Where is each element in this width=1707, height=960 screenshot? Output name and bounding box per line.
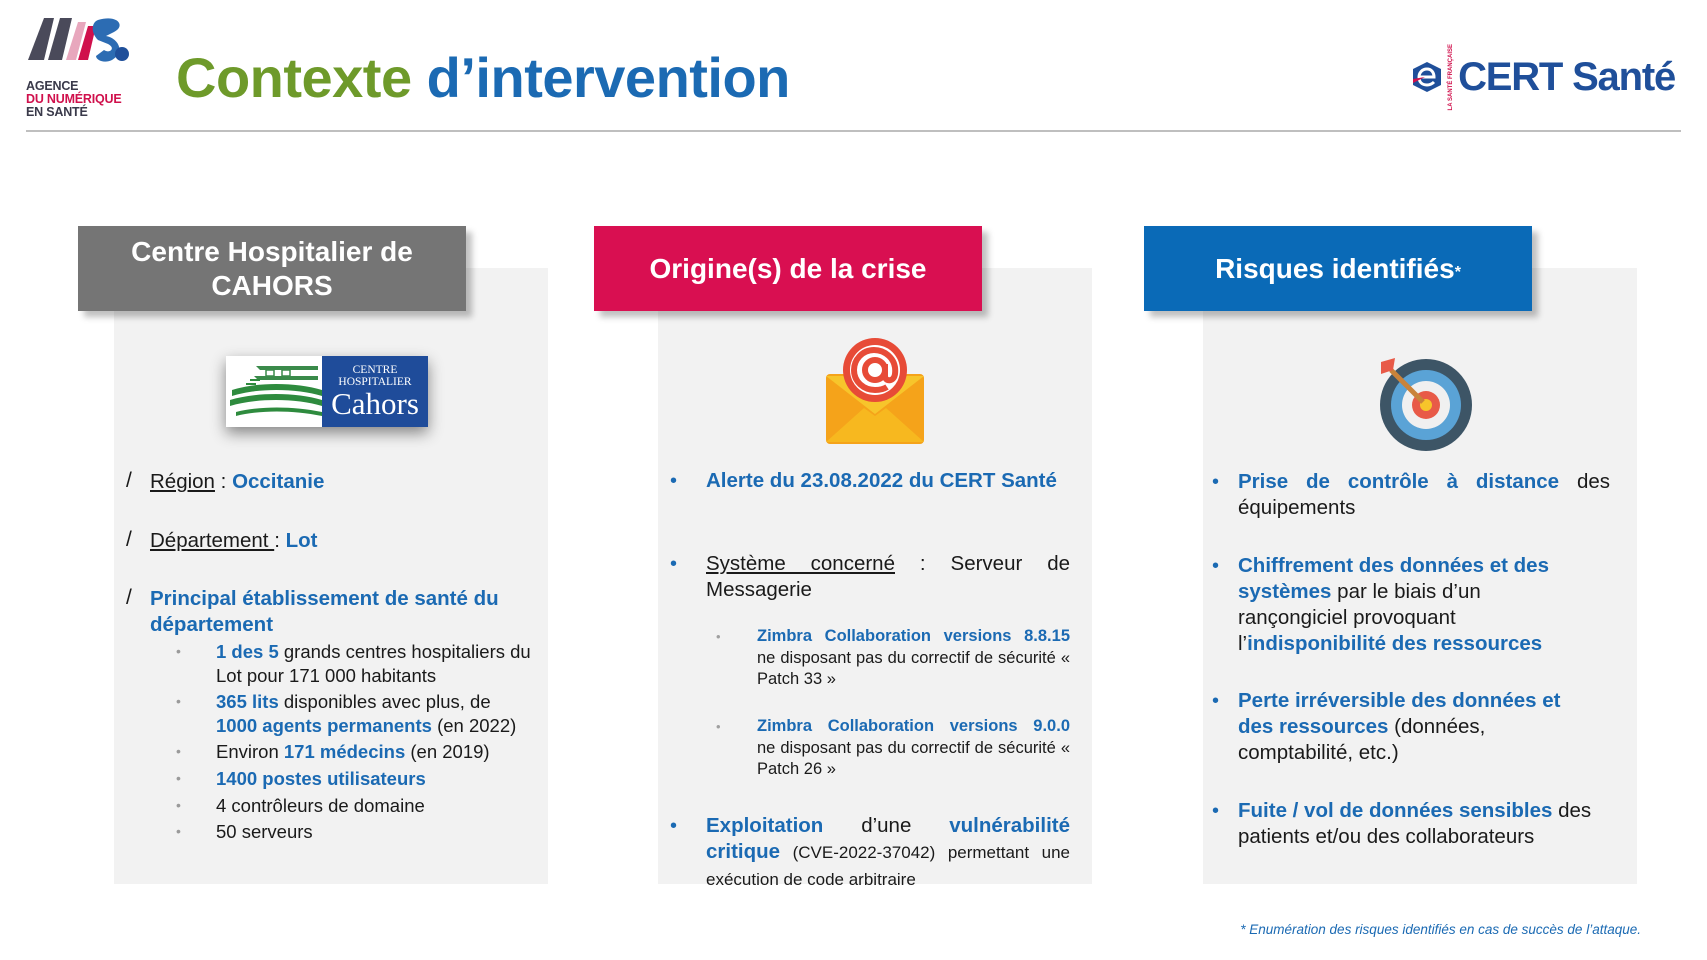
risk-bold: Fuite / vol de données sensibles <box>1238 799 1553 822</box>
panel-crisis-heading: Origine(s) de la crise <box>594 226 982 311</box>
department-sep: : <box>274 529 286 552</box>
cert-logo-text: CERT Santé <box>1458 54 1675 99</box>
fact-text: 4 contrôleurs de domaine <box>216 794 425 816</box>
system-bullet: • Système concerné : Serveur de Messagerie <box>670 552 1071 601</box>
risk-item: • Prise de contrôle à distance des équipements <box>1212 470 1611 519</box>
system-label: Système concerné <box>706 552 895 575</box>
email-at-icon <box>824 336 926 448</box>
region-label: Région <box>150 470 215 493</box>
main-establishment-line-2: département <box>150 613 274 636</box>
list-item: • 365 lits disponibles avec plus, de 1000 agents permanents (en 2022) <box>176 691 517 736</box>
department-label: Département <box>150 529 275 552</box>
alert-bullet: • Alerte du 23.08.2022 du CERT Santé <box>670 468 1070 494</box>
cert-e-icon <box>1410 59 1444 95</box>
risk-text: par le biais d’un rançongiciel provoquant l’ <box>1238 580 1481 655</box>
ans-logo-icon <box>26 14 130 64</box>
panel-risks-heading <box>1144 226 1532 311</box>
list-item: • 50 serveurs <box>176 821 313 843</box>
risk-text: des patients et/ou des collaborateurs <box>1238 799 1592 848</box>
page-title-part-1: Contexte <box>176 46 412 109</box>
fact-bold: 171 médecins <box>283 741 406 763</box>
exploit-bold-1: Exploitation <box>706 814 824 837</box>
panel-hospital-heading: Centre Hospitalier de CAHORS <box>78 226 466 311</box>
fact-text: 50 serveurs <box>216 821 313 843</box>
zimbra-8-text: ne disposant pas du correctif de sécurité « Patch 33 » <box>757 648 1070 688</box>
ans-logo-line-2: DU NUMÉRIQUE <box>26 92 122 106</box>
fact-bold: 1400 postes utilisateurs <box>216 767 426 789</box>
list-item: • 4 contrôleurs de domaine <box>176 794 425 816</box>
hospital-facts-list <box>176 640 536 844</box>
cahors-logo-name: Cahors <box>331 386 419 421</box>
department-value: Lot <box>285 529 318 552</box>
list-item: • 1400 postes utilisateurs <box>176 767 426 789</box>
zimbra-9-text: ne disposant pas du correctif de sécurité « Patch 26 » <box>757 738 1070 778</box>
slash-marker: / <box>126 469 132 492</box>
page-title-part-2: d’intervention <box>426 46 790 109</box>
fact-text: (en 2019) <box>405 741 490 763</box>
risk-bold: Perte irréversible des données et des ressources <box>1238 689 1561 738</box>
zimbra-9-sub-bullet: • Zimbra Collaboration versions 9.0.0 ne disposant pas du correctif de sécurité « Patch 26 » <box>716 717 1070 778</box>
risk-text: (données, comptabilité, etc.) <box>1238 715 1486 764</box>
cert-sante-logo <box>1410 44 1675 110</box>
ans-logo-line-1: AGENCE <box>26 79 79 93</box>
header-divider <box>26 130 1681 132</box>
zimbra-8-version: Zimbra Collaboration versions 8.8.15 <box>757 627 1070 645</box>
risks-heading-text: Risques identifiés <box>1215 252 1455 284</box>
target-dart-icon <box>1373 352 1473 452</box>
list-item: • Environ 171 médecins (en 2019) <box>176 741 490 763</box>
fact-bold: 365 lits <box>216 691 279 713</box>
risk-item: • Chiffrement des données et des systèmes par le biais d’un rançongiciel provoquant l’indisponibilité des ressources <box>1212 554 1549 655</box>
cahors-logo-line-2: HOSPITALIER <box>338 376 412 388</box>
cahors-logo-text-block <box>322 356 428 427</box>
zimbra-8-sub-bullet: • Zimbra Collaboration versions 8.8.15 ne disposant pas du correctif de sécurité « Patch 33 » <box>716 627 1070 688</box>
fact-bold-2: 1000 agents permanents <box>216 714 432 736</box>
fact-text-2: (en 2022) <box>431 714 517 736</box>
exploitation-bullet: • Exploitation d’une vulnérabilité critique (CVE-2022-37042) permettant une exécution de code arbitraire <box>670 814 1070 889</box>
risk-item: • Perte irréversible des données et des ressources (données, comptabilité, etc.) <box>1212 689 1561 764</box>
ans-logo-line-3: EN SANTÉ <box>26 105 88 119</box>
ans-logo <box>26 14 136 119</box>
risk-bold-2: indisponibilité des ressources <box>1247 632 1543 655</box>
exploit-bold-2: vulnérabilité critique <box>706 814 1070 863</box>
cahors-hospital-logo <box>226 356 428 427</box>
risks-heading-star: * <box>1454 263 1461 281</box>
risk-bold: Chiffrement des données et des systèmes <box>1238 554 1549 603</box>
zimbra-9-version: Zimbra Collaboration versions 9.0.0 <box>757 717 1070 735</box>
region-sep: : <box>214 470 233 493</box>
cahors-logo-line-1: CENTRE <box>352 364 398 376</box>
system-value: Serveur de Messagerie <box>706 552 1071 601</box>
slash-marker: / <box>126 586 132 609</box>
page-title <box>176 45 790 110</box>
list-item: • 1 des 5 grands centres hospitaliers du Lot pour 171 000 habitants <box>176 641 531 686</box>
region-value: Occitanie <box>232 470 325 493</box>
fact-pre: Environ <box>216 741 284 763</box>
footnote: * Enumération des risques identifiés en cas de succès de l’attaque. <box>1240 922 1641 937</box>
exploit-rest: (CVE-2022-37042) permettant une exécution de code arbitraire <box>706 843 1070 889</box>
risk-item: • Fuite / vol de données sensibles des patients et/ou des collaborateurs <box>1212 799 1592 848</box>
fact-text: grands centres hospitaliers du Lot pour 171 000 habitants <box>216 641 531 686</box>
cahors-boat-icon <box>226 356 322 427</box>
risk-text: des équipements <box>1238 470 1611 519</box>
alert-text: Alerte du 23.08.2022 du CERT Santé <box>706 469 1057 492</box>
risk-bold: Prise de contrôle à distance <box>1238 470 1560 493</box>
exploit-mid: d’une <box>823 814 950 837</box>
fact-text: disponibles avec plus, de <box>278 691 491 713</box>
fact-bold: 1 des 5 <box>216 641 279 662</box>
cert-logo-small-text: LA SANTÉ FRANÇAISE <box>1448 44 1455 111</box>
system-sep: : <box>895 552 951 575</box>
main-establishment-line-1: Principal établissement de santé du <box>150 587 499 610</box>
slash-marker: / <box>126 528 132 551</box>
